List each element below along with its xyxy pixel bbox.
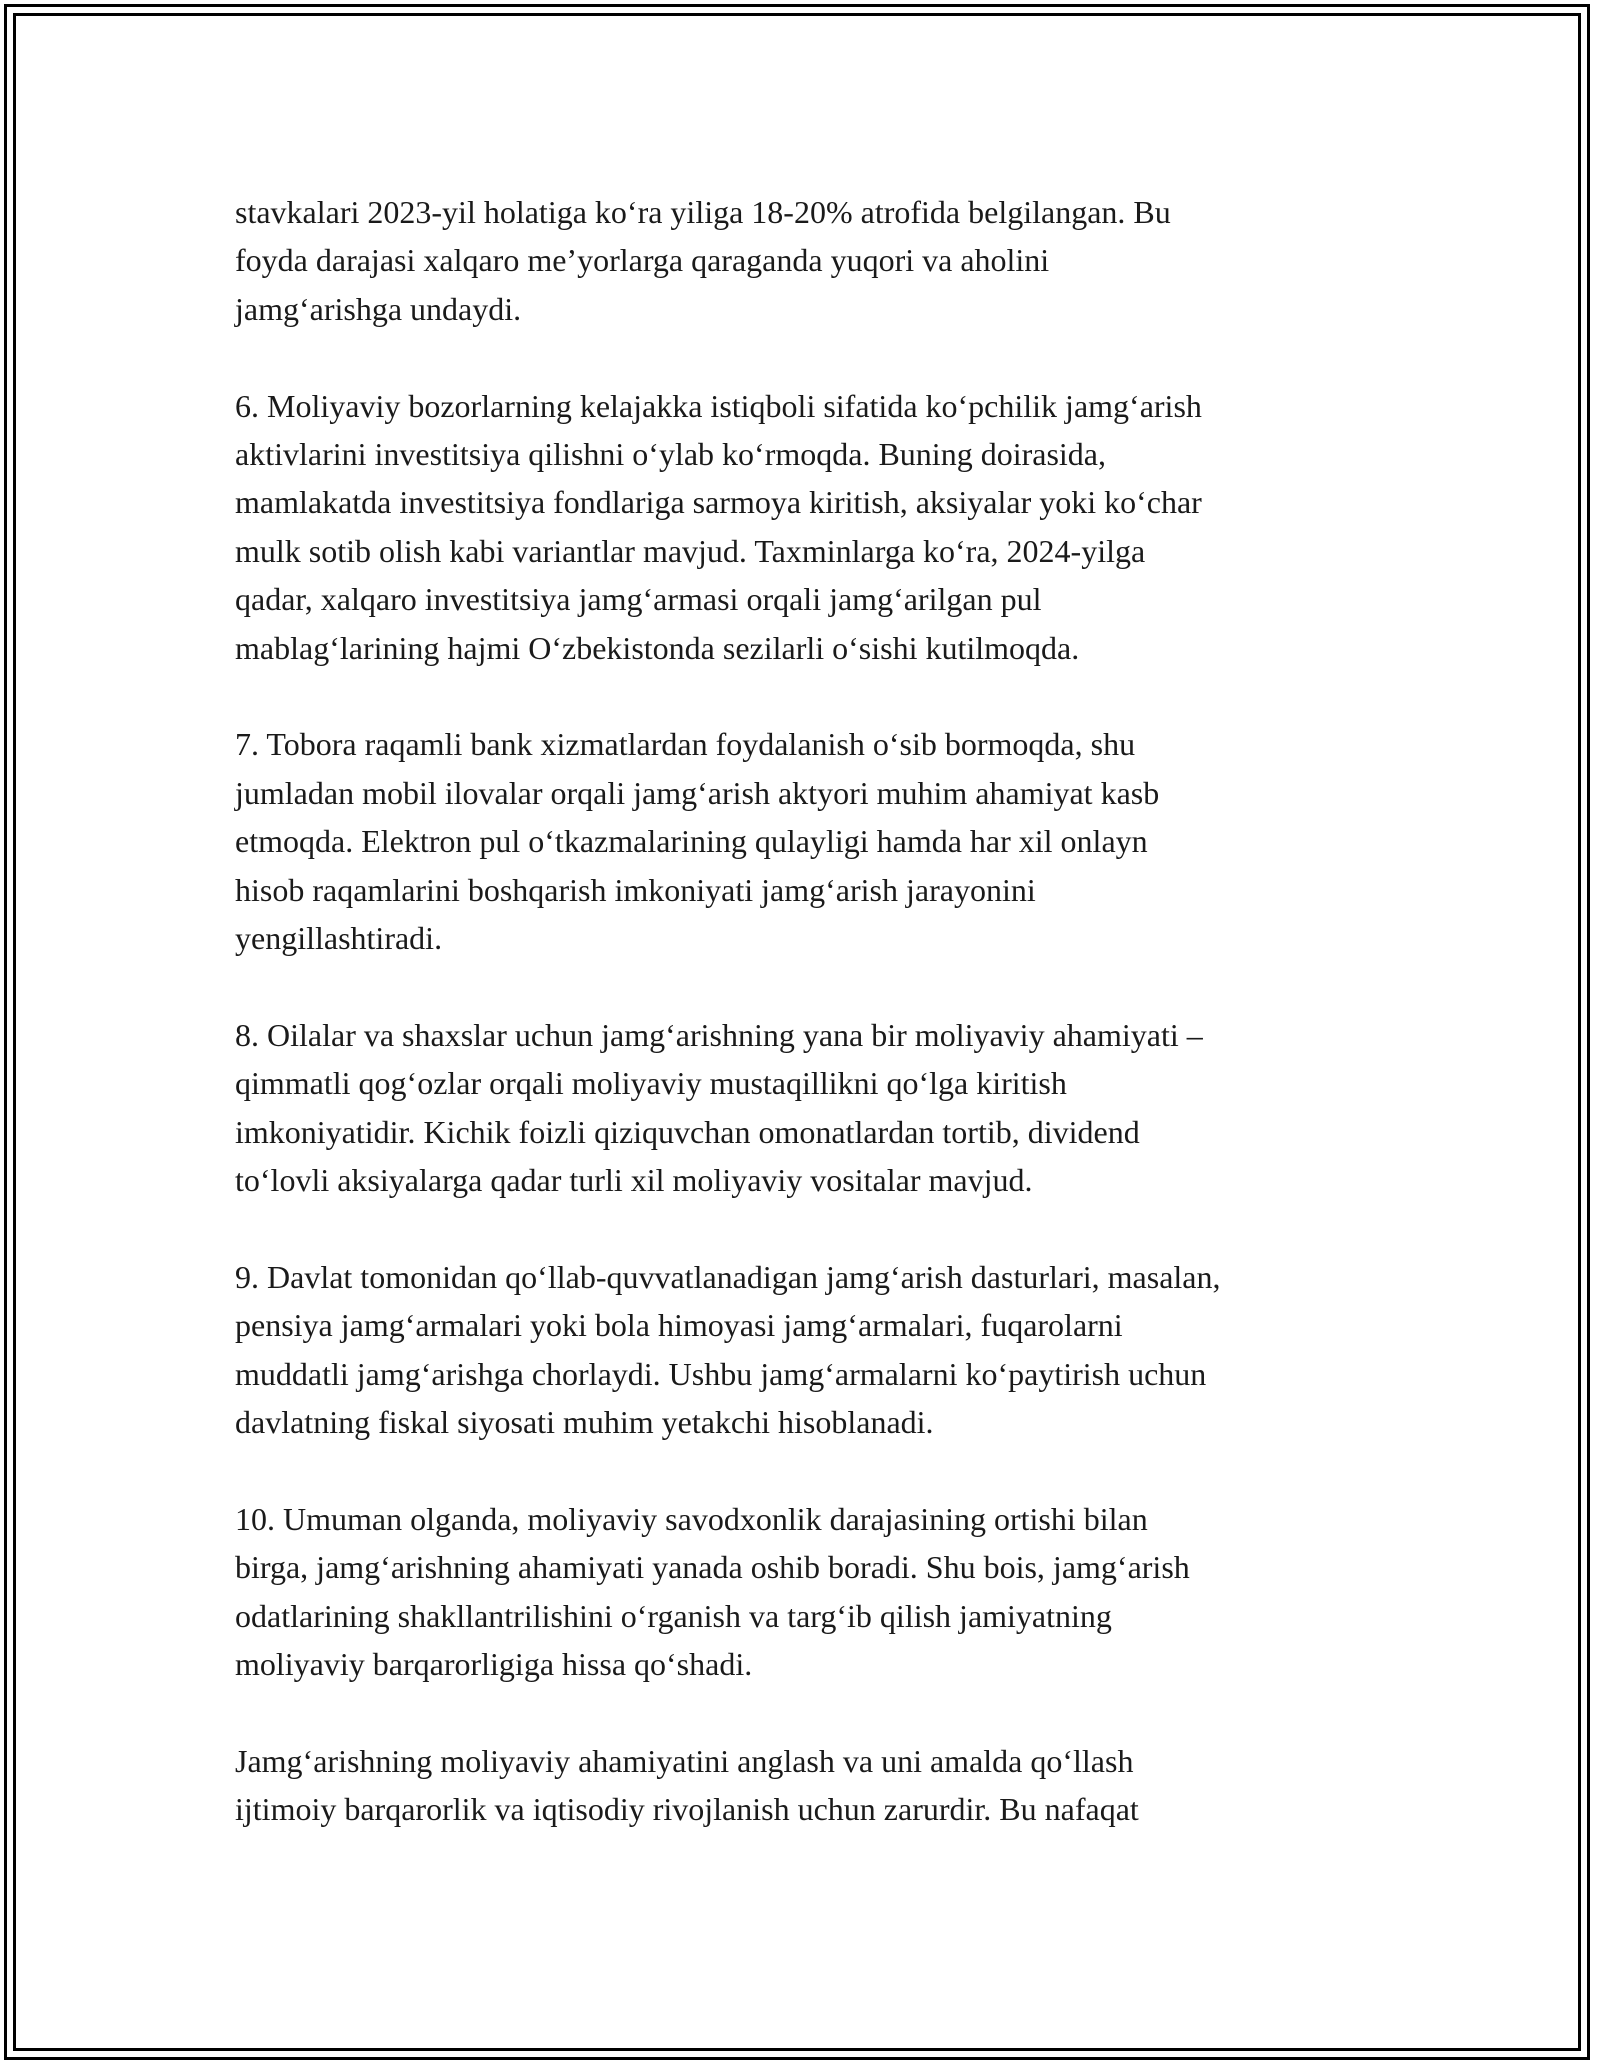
- text-line: mablag‘larining hajmi O‘zbekistonda sezilarli o‘sishi kutilmoqda.: [235, 629, 1080, 666]
- paragraph-continuation: [235, 188, 1385, 333]
- text-line: 6. Moliyaviy bozorlarning kelajakka istiqboli sifatida ko‘pchilik jamg‘arish: [235, 387, 1202, 424]
- text-line: imkoniyatidir. Kichik foizli qiziquvchan omonatlardan tortib, dividend: [235, 1113, 1140, 1150]
- text-line: muddatli jamg‘arishga chorlaydi. Ushbu jamg‘armalarni ko‘paytirish uchun: [235, 1355, 1207, 1392]
- paragraph-item-9: [235, 1253, 1385, 1447]
- text-line: pensiya jamg‘armalari yoki bola himoyasi jamg‘armalari, fuqarolarni: [235, 1307, 1123, 1344]
- text-line: aktivlarini investitsiya qilishni o‘ylab ko‘rmoqda. Buning doirasida,: [235, 436, 1106, 473]
- text-line: hisob raqamlarini boshqarish imkoniyati jamg‘arish jarayonini: [235, 871, 1036, 908]
- paragraph-item-10: [235, 1495, 1385, 1689]
- text-line: yengillashtiradi.: [235, 920, 443, 957]
- text-line: mulk sotib olish kabi variantlar mavjud. Taxminlarga ko‘ra, 2024-yilga: [235, 532, 1146, 569]
- paragraph-item-6: [235, 382, 1385, 672]
- text-line: 8. Oilalar va shaxslar uchun jamg‘arishning yana bir moliyaviy ahamiyati –: [235, 1016, 1203, 1053]
- text-line: odatlarining shakllantrilishini o‘rganish va targ‘ib qilish jamiyatning: [235, 1597, 1112, 1634]
- text-line: qadar, xalqaro investitsiya jamg‘armasi orqali jamg‘arilgan pul: [235, 581, 1042, 618]
- text-line: to‘lovli aksiyalarga qadar turli xil moliyaviy vositalar mavjud.: [235, 1162, 1033, 1199]
- text-line: foyda darajasi xalqaro me’yorlarga qaraganda yuqori va aholini: [235, 242, 1050, 279]
- text-line: etmoqda. Elektron pul o‘tkazmalarining qulayligi hamda har xil onlayn: [235, 823, 1148, 860]
- text-line: Jamg‘arishning moliyaviy ahamiyatini anglash va uni amalda qo‘llash: [235, 1742, 1134, 1779]
- paragraph-item-8: [235, 1011, 1385, 1205]
- paragraph-item-7: [235, 720, 1385, 962]
- text-line: jumladan mobil ilovalar orqali jamg‘arish aktyori muhim ahamiyat kasb: [235, 774, 1160, 811]
- text-line: jamg‘arishga undaydi.: [235, 290, 522, 327]
- text-line: qimmatli qog‘ozlar orqali moliyaviy mustaqillikni qo‘lga kiritish: [235, 1065, 1067, 1102]
- document-body: [235, 188, 1385, 1882]
- text-line: 7. Tobora raqamli bank xizmatlardan foydalanish o‘sib bormoqda, shu: [235, 726, 1136, 763]
- text-line: 9. Davlat tomonidan qo‘llab-quvvatlanadigan jamg‘arish dasturlari, masalan,: [235, 1258, 1221, 1295]
- text-line: moliyaviy barqarorligiga hissa qo‘shadi.: [235, 1646, 753, 1683]
- text-line: mamlakatda investitsiya fondlariga sarmoya kiritish, aksiyalar yoki ko‘char: [235, 484, 1202, 521]
- text-line: ijtimoiy barqarorlik va iqtisodiy rivojlanish uchun zarurdir. Bu nafaqat: [235, 1791, 1139, 1828]
- text-line: davlatning fiskal siyosati muhim yetakchi hisoblanadi.: [235, 1404, 934, 1441]
- text-line: stavkalari 2023-yil holatiga ko‘ra yiliga 18-20% atrofida belgilangan. Bu: [235, 194, 1171, 230]
- paragraph-conclusion: [235, 1737, 1385, 1834]
- text-line: birga, jamg‘arishning ahamiyati yanada oshib boradi. Shu bois, jamg‘arish: [235, 1549, 1190, 1586]
- text-line: 10. Umuman olganda, moliyaviy savodxonlik darajasining ortishi bilan: [235, 1500, 1148, 1537]
